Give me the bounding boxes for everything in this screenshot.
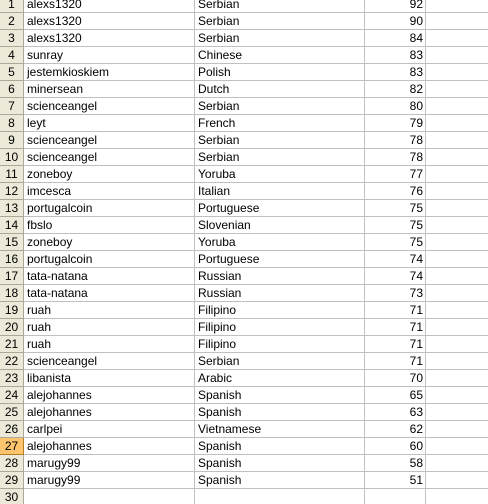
- cell-score[interactable]: 83: [365, 64, 426, 81]
- cell-language[interactable]: Yoruba: [195, 234, 365, 251]
- row-header[interactable]: 5: [0, 64, 24, 81]
- cell-empty[interactable]: [426, 13, 488, 30]
- cell-language[interactable]: Spanish: [195, 387, 365, 404]
- cell-empty[interactable]: [426, 47, 488, 64]
- cell-username[interactable]: alexs1320: [24, 13, 195, 30]
- cell-language[interactable]: Spanish: [195, 404, 365, 421]
- row-header[interactable]: 18: [0, 285, 24, 302]
- cell-empty[interactable]: [426, 268, 488, 285]
- table-row: [0, 472, 488, 489]
- table-row: [0, 64, 488, 81]
- table-row: [0, 81, 488, 98]
- row-header[interactable]: 24: [0, 387, 24, 404]
- cell-score[interactable]: 71: [365, 302, 426, 319]
- cell-score[interactable]: 90: [365, 13, 426, 30]
- cell-score[interactable]: 74: [365, 268, 426, 285]
- row-header[interactable]: 27: [0, 438, 24, 455]
- row-header[interactable]: 17: [0, 268, 24, 285]
- cell-score[interactable]: 78: [365, 149, 426, 166]
- cell-username[interactable]: zoneboy: [24, 234, 195, 251]
- table-row: [0, 0, 488, 13]
- cell-username[interactable]: portugalcoin: [24, 251, 195, 268]
- cell-empty[interactable]: [426, 0, 488, 13]
- cell-username[interactable]: marugy99: [24, 472, 195, 489]
- cell-empty[interactable]: [426, 30, 488, 47]
- row-header[interactable]: 6: [0, 81, 24, 98]
- cell-username[interactable]: scienceangel: [24, 353, 195, 370]
- cell-score[interactable]: 80: [365, 98, 426, 115]
- cell-score[interactable]: 83: [365, 47, 426, 64]
- cell-score[interactable]: 70: [365, 370, 426, 387]
- cell-username[interactable]: ruah: [24, 302, 195, 319]
- row-header[interactable]: 14: [0, 217, 24, 234]
- cell-score[interactable]: 73: [365, 285, 426, 302]
- cell-score[interactable]: 75: [365, 234, 426, 251]
- cell-language[interactable]: Serbian: [195, 98, 365, 115]
- cell-language[interactable]: Slovenian: [195, 217, 365, 234]
- cell-language[interactable]: Serbian: [195, 149, 365, 166]
- cell-language[interactable]: Russian: [195, 268, 365, 285]
- table-row: [0, 30, 488, 47]
- row-header[interactable]: 10: [0, 149, 24, 166]
- table-row: [0, 200, 488, 217]
- cell-score[interactable]: 78: [365, 132, 426, 149]
- cell-username[interactable]: fbslo: [24, 217, 195, 234]
- row-header[interactable]: 19: [0, 302, 24, 319]
- cell-language[interactable]: Spanish: [195, 472, 365, 489]
- cell-language[interactable]: Arabic: [195, 370, 365, 387]
- row-header[interactable]: 9: [0, 132, 24, 149]
- cell-username[interactable]: portugalcoin: [24, 200, 195, 217]
- cell-empty[interactable]: [426, 489, 488, 504]
- cell-score[interactable]: 75: [365, 200, 426, 217]
- cell-score[interactable]: 71: [365, 353, 426, 370]
- table-row: [0, 489, 488, 504]
- cell-empty[interactable]: [426, 166, 488, 183]
- table-row: [0, 268, 488, 285]
- table-row: [0, 302, 488, 319]
- table-row: [0, 132, 488, 149]
- cell-empty[interactable]: [426, 404, 488, 421]
- cell-language[interactable]: Serbian: [195, 13, 365, 30]
- cell-empty[interactable]: [426, 472, 488, 489]
- table-row: [0, 13, 488, 30]
- table-row: [0, 455, 488, 472]
- table-row: [0, 353, 488, 370]
- cell-language[interactable]: Portuguese: [195, 251, 365, 268]
- row-header[interactable]: 28: [0, 455, 24, 472]
- cell-empty[interactable]: [426, 336, 488, 353]
- row-header[interactable]: 2: [0, 13, 24, 30]
- cell-username[interactable]: scienceangel: [24, 132, 195, 149]
- cell-score[interactable]: 62: [365, 421, 426, 438]
- table-row: [0, 115, 488, 132]
- row-header[interactable]: 3: [0, 30, 24, 47]
- cell-language[interactable]: Spanish: [195, 455, 365, 472]
- row-header[interactable]: 4: [0, 47, 24, 64]
- row-header[interactable]: 7: [0, 98, 24, 115]
- row-header[interactable]: 25: [0, 404, 24, 421]
- cell-language[interactable]: Yoruba: [195, 166, 365, 183]
- row-header[interactable]: 29: [0, 472, 24, 489]
- cell-empty[interactable]: [426, 370, 488, 387]
- row-header[interactable]: 22: [0, 353, 24, 370]
- cell-language[interactable]: Serbian: [195, 353, 365, 370]
- row-header[interactable]: 16: [0, 251, 24, 268]
- cell-username[interactable]: [24, 489, 195, 504]
- cell-empty[interactable]: [426, 200, 488, 217]
- cell-username[interactable]: libanista: [24, 370, 195, 387]
- cell-username[interactable]: ruah: [24, 336, 195, 353]
- row-header[interactable]: 20: [0, 319, 24, 336]
- table-row: [0, 183, 488, 200]
- row-header[interactable]: 1: [0, 0, 24, 13]
- cell-username[interactable]: marugy99: [24, 455, 195, 472]
- table-row: [0, 217, 488, 234]
- cell-score[interactable]: 82: [365, 81, 426, 98]
- cell-username[interactable]: ruah: [24, 319, 195, 336]
- cell-score[interactable]: 60: [365, 438, 426, 455]
- cell-language[interactable]: Serbian: [195, 0, 365, 13]
- cell-language[interactable]: Polish: [195, 64, 365, 81]
- cell-username[interactable]: scienceangel: [24, 98, 195, 115]
- cell-username[interactable]: tata-natana: [24, 268, 195, 285]
- cell-empty[interactable]: [426, 98, 488, 115]
- cell-score[interactable]: 79: [365, 115, 426, 132]
- cell-score[interactable]: 71: [365, 336, 426, 353]
- table-row: [0, 370, 488, 387]
- cell-score[interactable]: 92: [365, 0, 426, 13]
- cell-empty[interactable]: [426, 149, 488, 166]
- cell-empty[interactable]: [426, 217, 488, 234]
- row-header[interactable]: 8: [0, 115, 24, 132]
- cell-empty[interactable]: [426, 183, 488, 200]
- row-header[interactable]: 23: [0, 370, 24, 387]
- row-header[interactable]: 13: [0, 200, 24, 217]
- table-row: [0, 421, 488, 438]
- cell-language[interactable]: Vietnamese: [195, 421, 365, 438]
- cell-username[interactable]: alejohannes: [24, 404, 195, 421]
- cell-username[interactable]: minersean: [24, 81, 195, 98]
- row-header[interactable]: 12: [0, 183, 24, 200]
- cell-language[interactable]: Spanish: [195, 438, 365, 455]
- cell-score[interactable]: 74: [365, 251, 426, 268]
- cell-language[interactable]: Italian: [195, 183, 365, 200]
- cell-empty[interactable]: [426, 438, 488, 455]
- cell-empty[interactable]: [426, 64, 488, 81]
- cell-empty[interactable]: [426, 132, 488, 149]
- cell-empty[interactable]: [426, 455, 488, 472]
- table-row: [0, 166, 488, 183]
- cell-username[interactable]: alexs1320: [24, 30, 195, 47]
- cell-score[interactable]: 76: [365, 183, 426, 200]
- cell-score[interactable]: 58: [365, 455, 426, 472]
- row-header[interactable]: 21: [0, 336, 24, 353]
- cell-language[interactable]: Russian: [195, 285, 365, 302]
- table-row: [0, 319, 488, 336]
- cell-language[interactable]: Dutch: [195, 81, 365, 98]
- cell-empty[interactable]: [426, 421, 488, 438]
- table-row: [0, 285, 488, 302]
- cell-language[interactable]: Filipino: [195, 319, 365, 336]
- cell-language[interactable]: Serbian: [195, 132, 365, 149]
- cell-language[interactable]: [195, 489, 365, 504]
- table-row: [0, 251, 488, 268]
- cell-empty[interactable]: [426, 302, 488, 319]
- row-header[interactable]: 15: [0, 234, 24, 251]
- table-row: [0, 387, 488, 404]
- cell-score[interactable]: 63: [365, 404, 426, 421]
- cell-empty[interactable]: [426, 234, 488, 251]
- cell-username[interactable]: carlpei: [24, 421, 195, 438]
- cell-empty[interactable]: [426, 319, 488, 336]
- cell-username[interactable]: zoneboy: [24, 166, 195, 183]
- cell-username[interactable]: scienceangel: [24, 149, 195, 166]
- cell-empty[interactable]: [426, 285, 488, 302]
- table-row: [0, 47, 488, 64]
- row-header[interactable]: 30: [0, 489, 24, 504]
- cell-username[interactable]: alejohannes: [24, 438, 195, 455]
- cell-score[interactable]: 65: [365, 387, 426, 404]
- cell-empty[interactable]: [426, 353, 488, 370]
- cell-language[interactable]: Chinese: [195, 47, 365, 64]
- table-row: [0, 234, 488, 251]
- cell-username[interactable]: alejohannes: [24, 387, 195, 404]
- cell-empty[interactable]: [426, 81, 488, 98]
- cell-username[interactable]: alexs1320: [24, 0, 195, 13]
- cell-score[interactable]: [365, 489, 426, 504]
- cell-language[interactable]: French: [195, 115, 365, 132]
- cell-username[interactable]: sunray: [24, 47, 195, 64]
- cell-empty[interactable]: [426, 251, 488, 268]
- cell-score[interactable]: 75: [365, 217, 426, 234]
- cell-score[interactable]: 84: [365, 30, 426, 47]
- cell-language[interactable]: Serbian: [195, 30, 365, 47]
- cell-username[interactable]: tata-natana: [24, 285, 195, 302]
- table-row: [0, 149, 488, 166]
- cell-username[interactable]: leyt: [24, 115, 195, 132]
- cell-language[interactable]: Filipino: [195, 302, 365, 319]
- cell-empty[interactable]: [426, 387, 488, 404]
- cell-score[interactable]: 71: [365, 319, 426, 336]
- cell-username[interactable]: imcesca: [24, 183, 195, 200]
- row-header[interactable]: 11: [0, 166, 24, 183]
- cell-empty[interactable]: [426, 115, 488, 132]
- cell-score[interactable]: 77: [365, 166, 426, 183]
- cell-language[interactable]: Portuguese: [195, 200, 365, 217]
- row-header[interactable]: 26: [0, 421, 24, 438]
- table-row: [0, 336, 488, 353]
- table-row: [0, 404, 488, 421]
- cell-username[interactable]: jestemkioskiem: [24, 64, 195, 81]
- cell-score[interactable]: 51: [365, 472, 426, 489]
- table-row: [0, 98, 488, 115]
- cell-language[interactable]: Filipino: [195, 336, 365, 353]
- table-row: [0, 438, 488, 455]
